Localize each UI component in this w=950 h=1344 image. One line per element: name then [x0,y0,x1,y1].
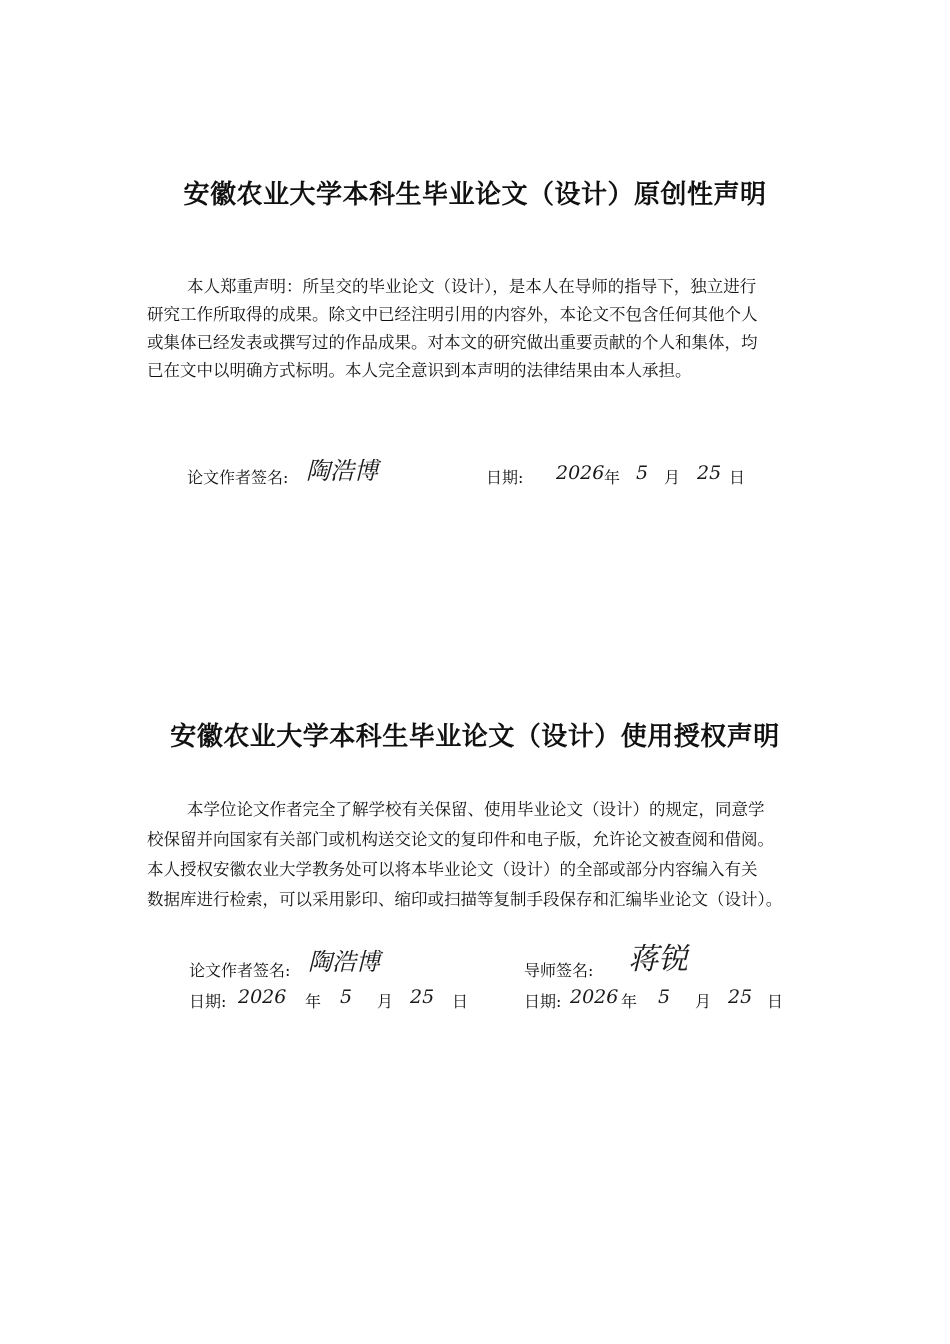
author-date-month: 5 [340,986,353,1008]
day-unit: 日 [729,468,746,487]
day-unit: 日 [452,992,469,1011]
day-unit: 日 [767,992,784,1011]
supervisor-signature-label: 导师签名: [524,961,594,980]
statement-line: 本人授权安徽农业大学教务处可以将本毕业论文（设计）的全部或部分内容编入有关 [147,860,758,879]
statement-line: 已在文中以明确方式标明。本人完全意识到本声明的法律结果由本人承担。 [147,361,692,380]
author-signature-label: 论文作者签名: [189,961,291,980]
statement-line: 研究工作所取得的成果。除文中已经注明引用的内容外，本论文不包含任何其他个人 [147,305,758,324]
year-unit: 年 [604,468,621,487]
statement-line: 数据库进行检索，可以采用影印、缩印或扫描等复制手段保存和汇编毕业论文（设计）。 [147,890,783,909]
author-date-year: 2026 [238,986,287,1008]
authorization-title: 安徽农业大学本科生毕业论文（设计）使用授权声明 [170,722,780,752]
supervisor-date-month: 5 [658,986,671,1008]
year-unit: 年 [305,992,322,1011]
supervisor-date-day: 25 [728,986,753,1008]
originality-title: 安徽农业大学本科生毕业论文（设计）原创性声明 [183,180,767,210]
date-month: 5 [636,462,649,484]
date-year: 2026 [556,462,605,484]
month-unit: 月 [695,992,712,1011]
author-date-label: 日期: [189,992,227,1011]
statement-line: 校保留并向国家有关部门或机构送交论文的复印件和电子版，允许论文被查阅和借阅。 [147,830,774,849]
author-signature: 陶浩博 [308,948,380,976]
statement-line: 或集体已经发表或撰写过的作品成果。对本文的研究做出重要贡献的个人和集体，均 [147,333,758,352]
supervisor-date-label: 日期: [524,992,562,1011]
author-date-day: 25 [410,986,435,1008]
supervisor-date-year: 2026 [570,986,619,1008]
author-signature-label: 论文作者签名: [187,468,289,487]
month-unit: 月 [664,468,681,487]
month-unit: 月 [377,992,394,1011]
year-unit: 年 [621,992,638,1011]
author-signature: 陶浩博 [306,457,378,485]
date-day: 25 [697,462,722,484]
supervisor-signature: 蒋锐 [628,942,688,977]
statement-line: 本人郑重声明：所呈交的毕业论文（设计），是本人在导师的指导下，独立进行 [187,277,757,296]
statement-line: 本学位论文作者完全了解学校有关保留、使用毕业论文（设计）的规定，同意学 [187,800,765,819]
date-label: 日期: [486,468,524,487]
